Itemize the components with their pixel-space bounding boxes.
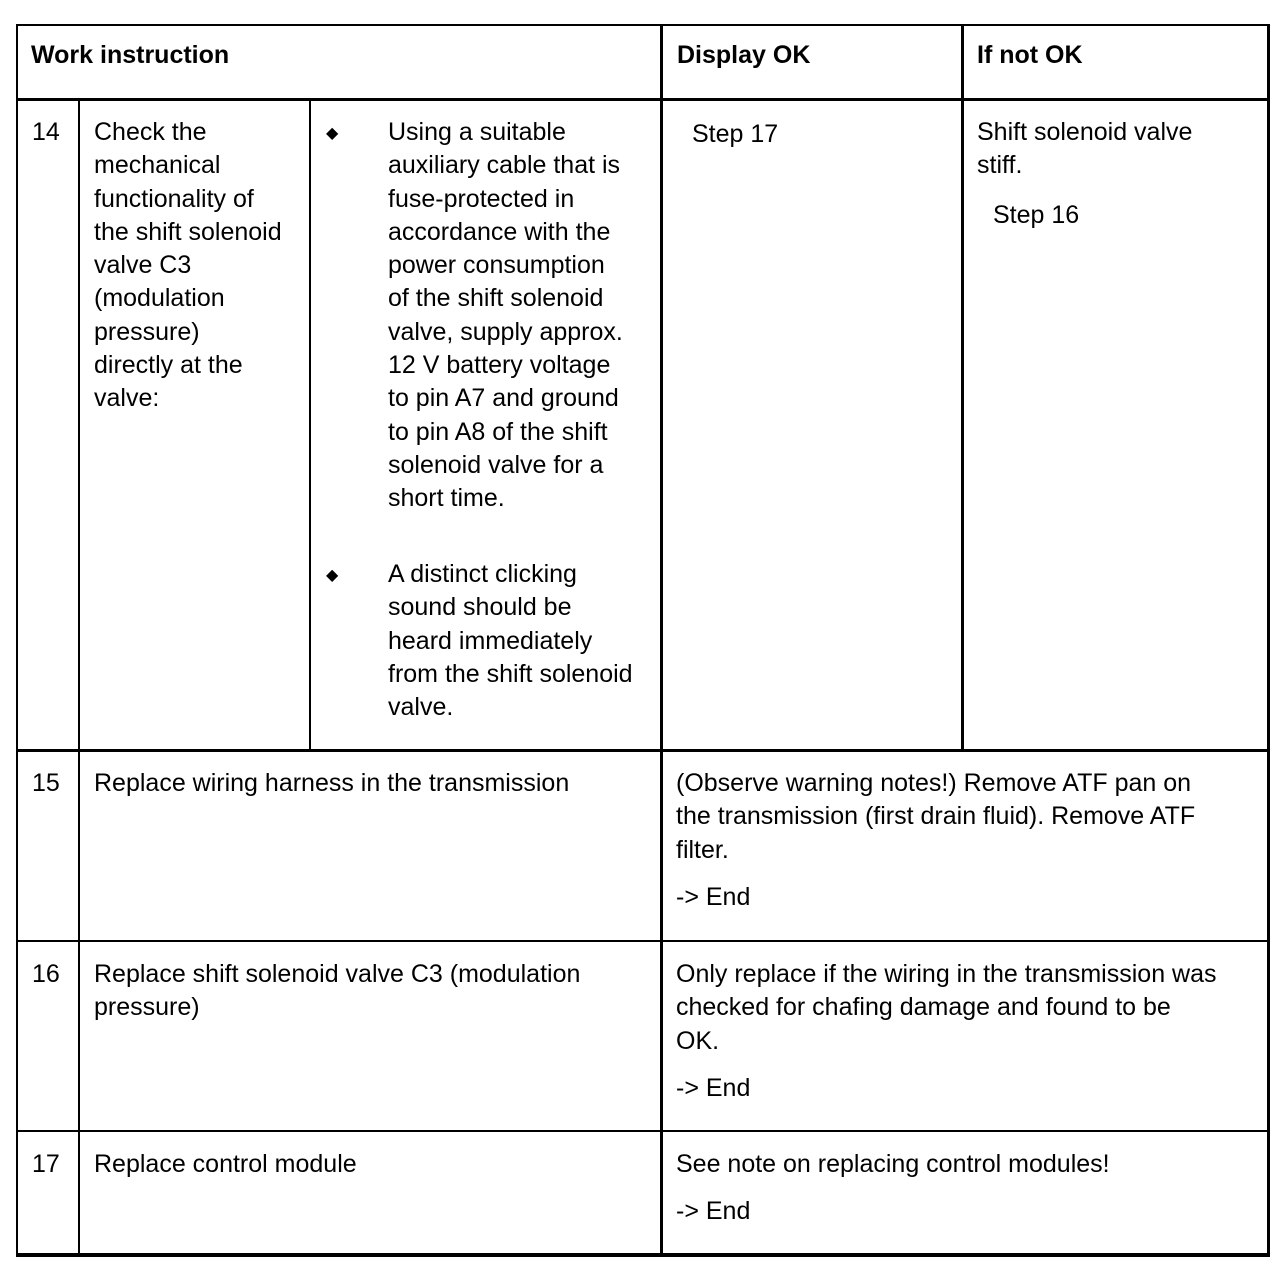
- column-divider-number: [78, 99, 80, 1257]
- row-14-number: 14: [32, 118, 60, 146]
- row-16-end: -> End: [676, 1074, 751, 1102]
- row-16-instruction: Replace shift solenoid valve C3 (modulation pressure): [94, 960, 581, 1022]
- column-divider-if-not-ok: [961, 24, 964, 751]
- row-divider-14-15: [16, 749, 1270, 752]
- row-17-note: See note on replacing control modules!: [676, 1150, 1110, 1178]
- table-border-right: [1267, 24, 1270, 1257]
- column-divider-display-ok: [660, 24, 663, 1257]
- table-border-left: [16, 24, 18, 1257]
- header-divider: [16, 98, 1270, 101]
- row-17-instruction: Replace control module: [94, 1150, 357, 1178]
- row-16-number: 16: [32, 960, 60, 988]
- header-if-not-ok: If not OK: [977, 41, 1083, 69]
- table-border-top: [16, 24, 1270, 26]
- row-15-end: -> End: [676, 883, 751, 911]
- column-divider-instruction-bullets: [309, 99, 311, 751]
- row-17-end: -> End: [676, 1197, 751, 1225]
- row-17-number: 17: [32, 1150, 60, 1178]
- row-14-if-not-ok: Shift solenoid valve stiff.: [977, 118, 1193, 180]
- row-14-instruction: Check the mechanical functionality of the shift solenoid valve C3 (modulation pressure) directly at the valve:: [94, 118, 282, 413]
- row-divider-16-17: [16, 1130, 1270, 1132]
- row-14-bullet-1-marker: ◆: [326, 125, 339, 142]
- row-15-note: (Observe warning notes!) Remove ATF pan on the transmission (first drain fluid). Remove ATF filter.: [676, 769, 1196, 864]
- table-border-bottom: [16, 1253, 1270, 1257]
- row-14-bullet-1-text: Using a suitable auxiliary cable that is fuse-protected in accordance with the power consumption of the shift solenoid valve, supply approx. 12 V battery voltage to pin A7 and ground to pin A8 of the shift solenoid valve for a short time.: [388, 118, 623, 513]
- row-15-number: 15: [32, 769, 60, 797]
- header-display-ok: Display OK: [677, 41, 811, 69]
- row-15-instruction: Replace wiring harness in the transmission: [94, 769, 570, 797]
- row-16-note: Only replace if the wiring in the transmission was checked for chafing damage and found to be OK.: [676, 960, 1217, 1055]
- row-14-bullet-2-marker: ◆: [326, 567, 339, 584]
- row-divider-15-16: [16, 940, 1270, 942]
- header-work-instruction: Work instruction: [31, 41, 230, 69]
- row-14-if-not-ok-step: Step 16: [993, 201, 1080, 229]
- row-14-bullet-2-text: A distinct clicking sound should be heard immediately from the shift solenoid valve.: [388, 560, 633, 722]
- row-14-display-ok: Step 17: [692, 120, 779, 148]
